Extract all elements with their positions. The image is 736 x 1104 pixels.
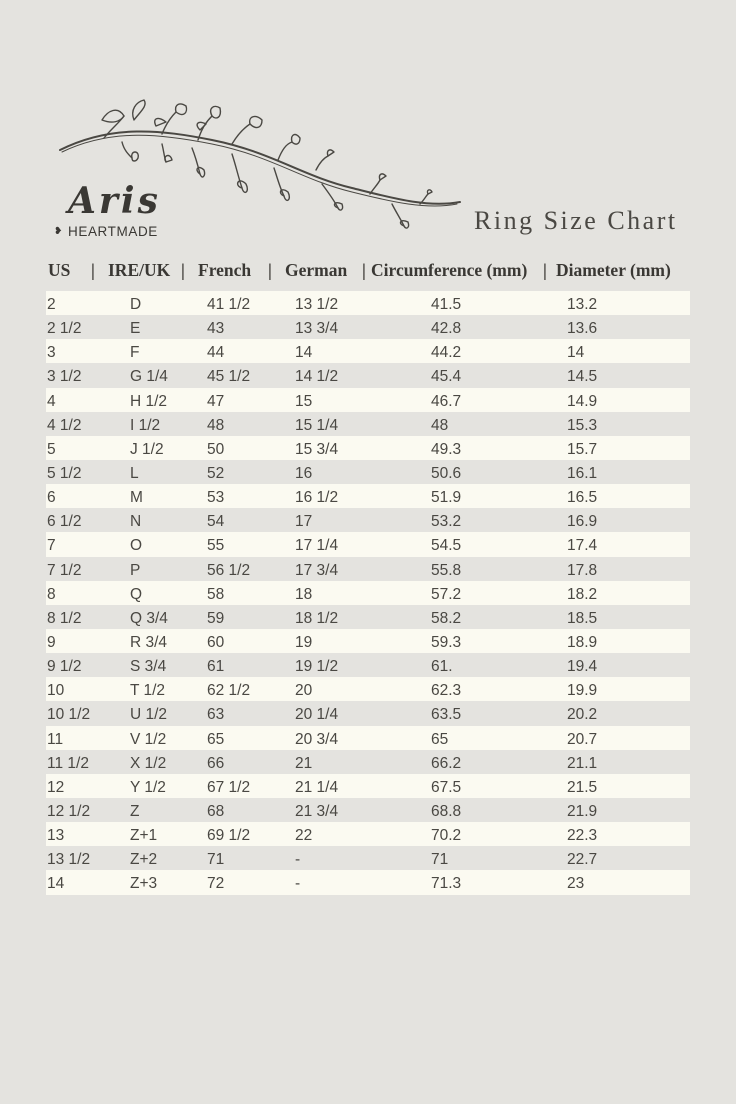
cell-german: 15 1/4 — [295, 416, 339, 434]
cell-us: 2 1/2 — [47, 320, 82, 338]
table-row — [46, 508, 690, 532]
table-row — [46, 653, 690, 677]
cell-circumference: 71 — [431, 851, 449, 869]
cell-german: - — [295, 875, 301, 893]
cell-diameter: 13.6 — [567, 320, 598, 338]
table-row — [46, 581, 690, 605]
cell-german: 21 3/4 — [295, 802, 339, 820]
cell-circumference: 70.2 — [431, 827, 462, 845]
cell-circumference: 42.8 — [431, 320, 462, 338]
cell-us: 8 1/2 — [47, 609, 82, 627]
cell-french: 52 — [207, 464, 225, 482]
cell-ire-uk: Z+3 — [130, 875, 158, 893]
column-header-french: French — [198, 260, 252, 280]
cell-us: 7 1/2 — [47, 561, 82, 579]
column-header-ire-uk: IRE/UK — [108, 260, 171, 280]
cell-diameter: 21.1 — [567, 754, 598, 772]
column-header-circumference: Circumference (mm) — [371, 260, 528, 280]
table-row — [46, 798, 690, 822]
cell-german: 20 3/4 — [295, 730, 339, 748]
cell-ire-uk: Y 1/2 — [130, 778, 166, 796]
column-separator: | — [362, 260, 366, 280]
cell-ire-uk: M — [130, 489, 143, 507]
cell-french: 53 — [207, 489, 225, 507]
cell-diameter: 16.9 — [567, 513, 598, 531]
cell-us: 7 — [47, 537, 56, 555]
cell-ire-uk: Q 3/4 — [130, 609, 168, 627]
cell-ire-uk: X 1/2 — [130, 754, 167, 772]
cell-diameter: 14 — [567, 344, 585, 362]
cell-diameter: 19.4 — [567, 658, 598, 676]
table-row — [46, 605, 690, 629]
cell-ire-uk: E — [130, 320, 141, 338]
cell-french: 45 1/2 — [207, 368, 251, 386]
cell-circumference: 68.8 — [431, 802, 462, 820]
cell-french: 58 — [207, 585, 225, 603]
cell-french: 63 — [207, 706, 225, 724]
table-row — [46, 460, 690, 484]
cell-ire-uk: T 1/2 — [130, 682, 166, 700]
cell-german: 21 — [295, 754, 313, 772]
table-row — [46, 677, 690, 701]
cell-french: 71 — [207, 851, 225, 869]
cell-german: 19 1/2 — [295, 658, 339, 676]
cell-french: 60 — [207, 633, 225, 651]
cell-french: 66 — [207, 754, 225, 772]
cell-french: 65 — [207, 730, 225, 748]
cell-ire-uk: D — [130, 296, 142, 313]
cell-german: 13 3/4 — [295, 320, 339, 338]
cell-french: 68 — [207, 802, 225, 820]
cell-us: 3 — [47, 344, 56, 362]
cell-circumference: 53.2 — [431, 513, 462, 531]
cell-french: 48 — [207, 416, 225, 434]
cell-french: 54 — [207, 513, 225, 531]
cell-diameter: 16.5 — [567, 489, 598, 507]
cell-circumference: 67.5 — [431, 778, 462, 796]
cell-diameter: 23 — [567, 875, 585, 893]
cell-french: 72 — [207, 875, 225, 893]
cell-circumference: 66.2 — [431, 754, 462, 772]
cell-french: 41 1/2 — [207, 296, 251, 313]
cell-ire-uk: F — [130, 344, 140, 362]
cell-diameter: 18.2 — [567, 585, 598, 603]
size-table — [46, 291, 690, 895]
cell-circumference: 44.2 — [431, 344, 462, 362]
cell-diameter: 18.9 — [567, 633, 598, 651]
cell-french: 59 — [207, 609, 225, 627]
cell-circumference: 58.2 — [431, 609, 462, 627]
cell-circumference: 41.5 — [431, 296, 462, 313]
table-row — [46, 701, 690, 725]
brand-logo-name: Aris — [68, 180, 161, 222]
cell-diameter: 14.5 — [567, 368, 598, 386]
cell-german: 15 3/4 — [295, 440, 339, 458]
cell-german: 20 1/4 — [295, 706, 339, 724]
table-row — [46, 774, 690, 798]
cell-german: 18 1/2 — [295, 609, 339, 627]
brand-tagline — [54, 224, 158, 239]
table-row — [46, 315, 690, 339]
cell-german: 22 — [295, 827, 313, 845]
cell-circumference: 55.8 — [431, 561, 462, 579]
cell-circumference: 50.6 — [431, 464, 462, 482]
cell-diameter: 17.8 — [567, 561, 598, 579]
table-row — [46, 750, 690, 774]
cell-circumference: 59.3 — [431, 633, 462, 651]
cell-ire-uk: V 1/2 — [130, 730, 167, 748]
cell-french: 62 1/2 — [207, 682, 251, 700]
table-row — [46, 484, 690, 508]
cell-circumference: 51.9 — [431, 489, 462, 507]
table-row — [46, 557, 690, 581]
cell-ire-uk: Z — [130, 802, 140, 820]
column-separator: | — [543, 260, 547, 280]
cell-us: 8 — [47, 585, 56, 603]
table-row — [46, 388, 690, 412]
cell-german: 20 — [295, 682, 313, 700]
cell-circumference: 65 — [431, 730, 449, 748]
cell-circumference: 61. — [431, 658, 453, 676]
cell-german: 13 1/2 — [295, 296, 339, 313]
column-separator: | — [268, 260, 272, 280]
cell-circumference: 54.5 — [431, 537, 462, 555]
cell-circumference: 48 — [431, 416, 449, 434]
cell-german: 21 1/4 — [295, 778, 339, 796]
cell-circumference: 71.3 — [431, 875, 462, 893]
table-row — [46, 412, 690, 436]
column-header-german: German — [285, 260, 348, 280]
cell-us: 13 1/2 — [47, 851, 91, 869]
cell-ire-uk: O — [130, 537, 143, 555]
cell-us: 9 — [47, 633, 56, 651]
cell-french: 44 — [207, 344, 225, 362]
cell-diameter: 21.5 — [567, 778, 598, 796]
cell-us: 11 — [47, 730, 64, 748]
cell-diameter: 19.9 — [567, 682, 598, 700]
cell-german: - — [295, 851, 301, 869]
cell-diameter: 20.2 — [567, 706, 598, 724]
cell-us: 11 1/2 — [47, 754, 89, 772]
cell-diameter: 13.2 — [567, 296, 598, 313]
table-row — [46, 291, 690, 315]
table-row — [46, 363, 690, 387]
table-row — [46, 436, 690, 460]
cell-diameter: 16.1 — [567, 464, 598, 482]
table-header — [46, 258, 696, 284]
cell-german: 17 — [295, 513, 313, 531]
cell-german: 19 — [295, 633, 313, 651]
table-row — [46, 822, 690, 846]
table-row — [46, 870, 690, 894]
cell-ire-uk: U 1/2 — [130, 706, 168, 724]
cell-diameter: 15.7 — [567, 440, 598, 458]
cell-circumference: 62.3 — [431, 682, 462, 700]
cell-ire-uk: J 1/2 — [130, 440, 164, 458]
cell-circumference: 46.7 — [431, 392, 462, 410]
cell-german: 17 3/4 — [295, 561, 339, 579]
brand-mark-icon: ❥ — [54, 226, 63, 237]
cell-ire-uk: R 3/4 — [130, 633, 168, 651]
cell-french: 55 — [207, 537, 225, 555]
table-row — [46, 846, 690, 870]
chart-title: Ring Size Chart — [474, 206, 678, 235]
cell-german: 14 — [295, 344, 313, 362]
column-separator: | — [91, 260, 95, 280]
cell-us: 14 — [47, 875, 65, 893]
cell-french: 61 — [207, 658, 225, 676]
cell-us: 2 — [47, 296, 56, 313]
cell-us: 4 — [47, 392, 56, 410]
cell-german: 18 — [295, 585, 313, 603]
cell-diameter: 15.3 — [567, 416, 598, 434]
cell-ire-uk: I 1/2 — [130, 416, 161, 434]
cell-circumference: 57.2 — [431, 585, 462, 603]
cell-circumference: 45.4 — [431, 368, 462, 386]
cell-german: 14 1/2 — [295, 368, 339, 386]
cell-german: 17 1/4 — [295, 537, 339, 555]
cell-ire-uk: P — [130, 561, 141, 579]
cell-diameter: 20.7 — [567, 730, 598, 748]
cell-ire-uk: N — [130, 513, 142, 531]
cell-german: 15 — [295, 392, 313, 410]
cell-ire-uk: S 3/4 — [130, 658, 167, 676]
table-row — [46, 629, 690, 653]
cell-us: 10 1/2 — [47, 706, 91, 724]
cell-us: 9 1/2 — [47, 658, 82, 676]
cell-ire-uk: Z+1 — [130, 827, 158, 845]
cell-us: 10 — [47, 682, 65, 700]
cell-ire-uk: H 1/2 — [130, 392, 168, 410]
cell-us: 6 1/2 — [47, 513, 82, 531]
cell-german: 16 — [295, 464, 313, 482]
cell-diameter: 22.7 — [567, 851, 598, 869]
cell-french: 56 1/2 — [207, 561, 251, 579]
cell-ire-uk: Z+2 — [130, 851, 158, 869]
brand-tagline-text: HEARTMADE — [67, 224, 158, 239]
cell-diameter: 21.9 — [567, 802, 598, 820]
column-header-diameter: Diameter (mm) — [556, 260, 671, 280]
cell-ire-uk: G 1/4 — [130, 368, 168, 386]
cell-diameter: 17.4 — [567, 537, 598, 555]
cell-french: 43 — [207, 320, 225, 338]
cell-french: 47 — [207, 392, 225, 410]
cell-ire-uk: L — [130, 464, 139, 482]
cell-us: 5 — [47, 440, 56, 458]
cell-diameter: 22.3 — [567, 827, 598, 845]
table-row — [46, 532, 690, 556]
cell-circumference: 49.3 — [431, 440, 462, 458]
table-row — [46, 339, 690, 363]
table-row — [46, 726, 690, 750]
cell-us: 12 — [47, 778, 65, 796]
cell-french: 69 1/2 — [207, 827, 251, 845]
cell-diameter: 18.5 — [567, 609, 598, 627]
cell-us: 13 — [47, 827, 65, 845]
cell-us: 3 1/2 — [47, 368, 82, 386]
cell-us: 4 1/2 — [47, 416, 82, 434]
cell-circumference: 63.5 — [431, 706, 462, 724]
column-separator: | — [181, 260, 185, 280]
cell-diameter: 14.9 — [567, 392, 598, 410]
cell-french: 67 1/2 — [207, 778, 251, 796]
cell-us: 12 1/2 — [47, 802, 91, 820]
column-header-us: US — [48, 260, 71, 280]
cell-french: 50 — [207, 440, 225, 458]
cell-us: 6 — [47, 489, 56, 507]
cell-us: 5 1/2 — [47, 464, 82, 482]
cell-ire-uk: Q — [130, 585, 143, 603]
cell-german: 16 1/2 — [295, 489, 339, 507]
